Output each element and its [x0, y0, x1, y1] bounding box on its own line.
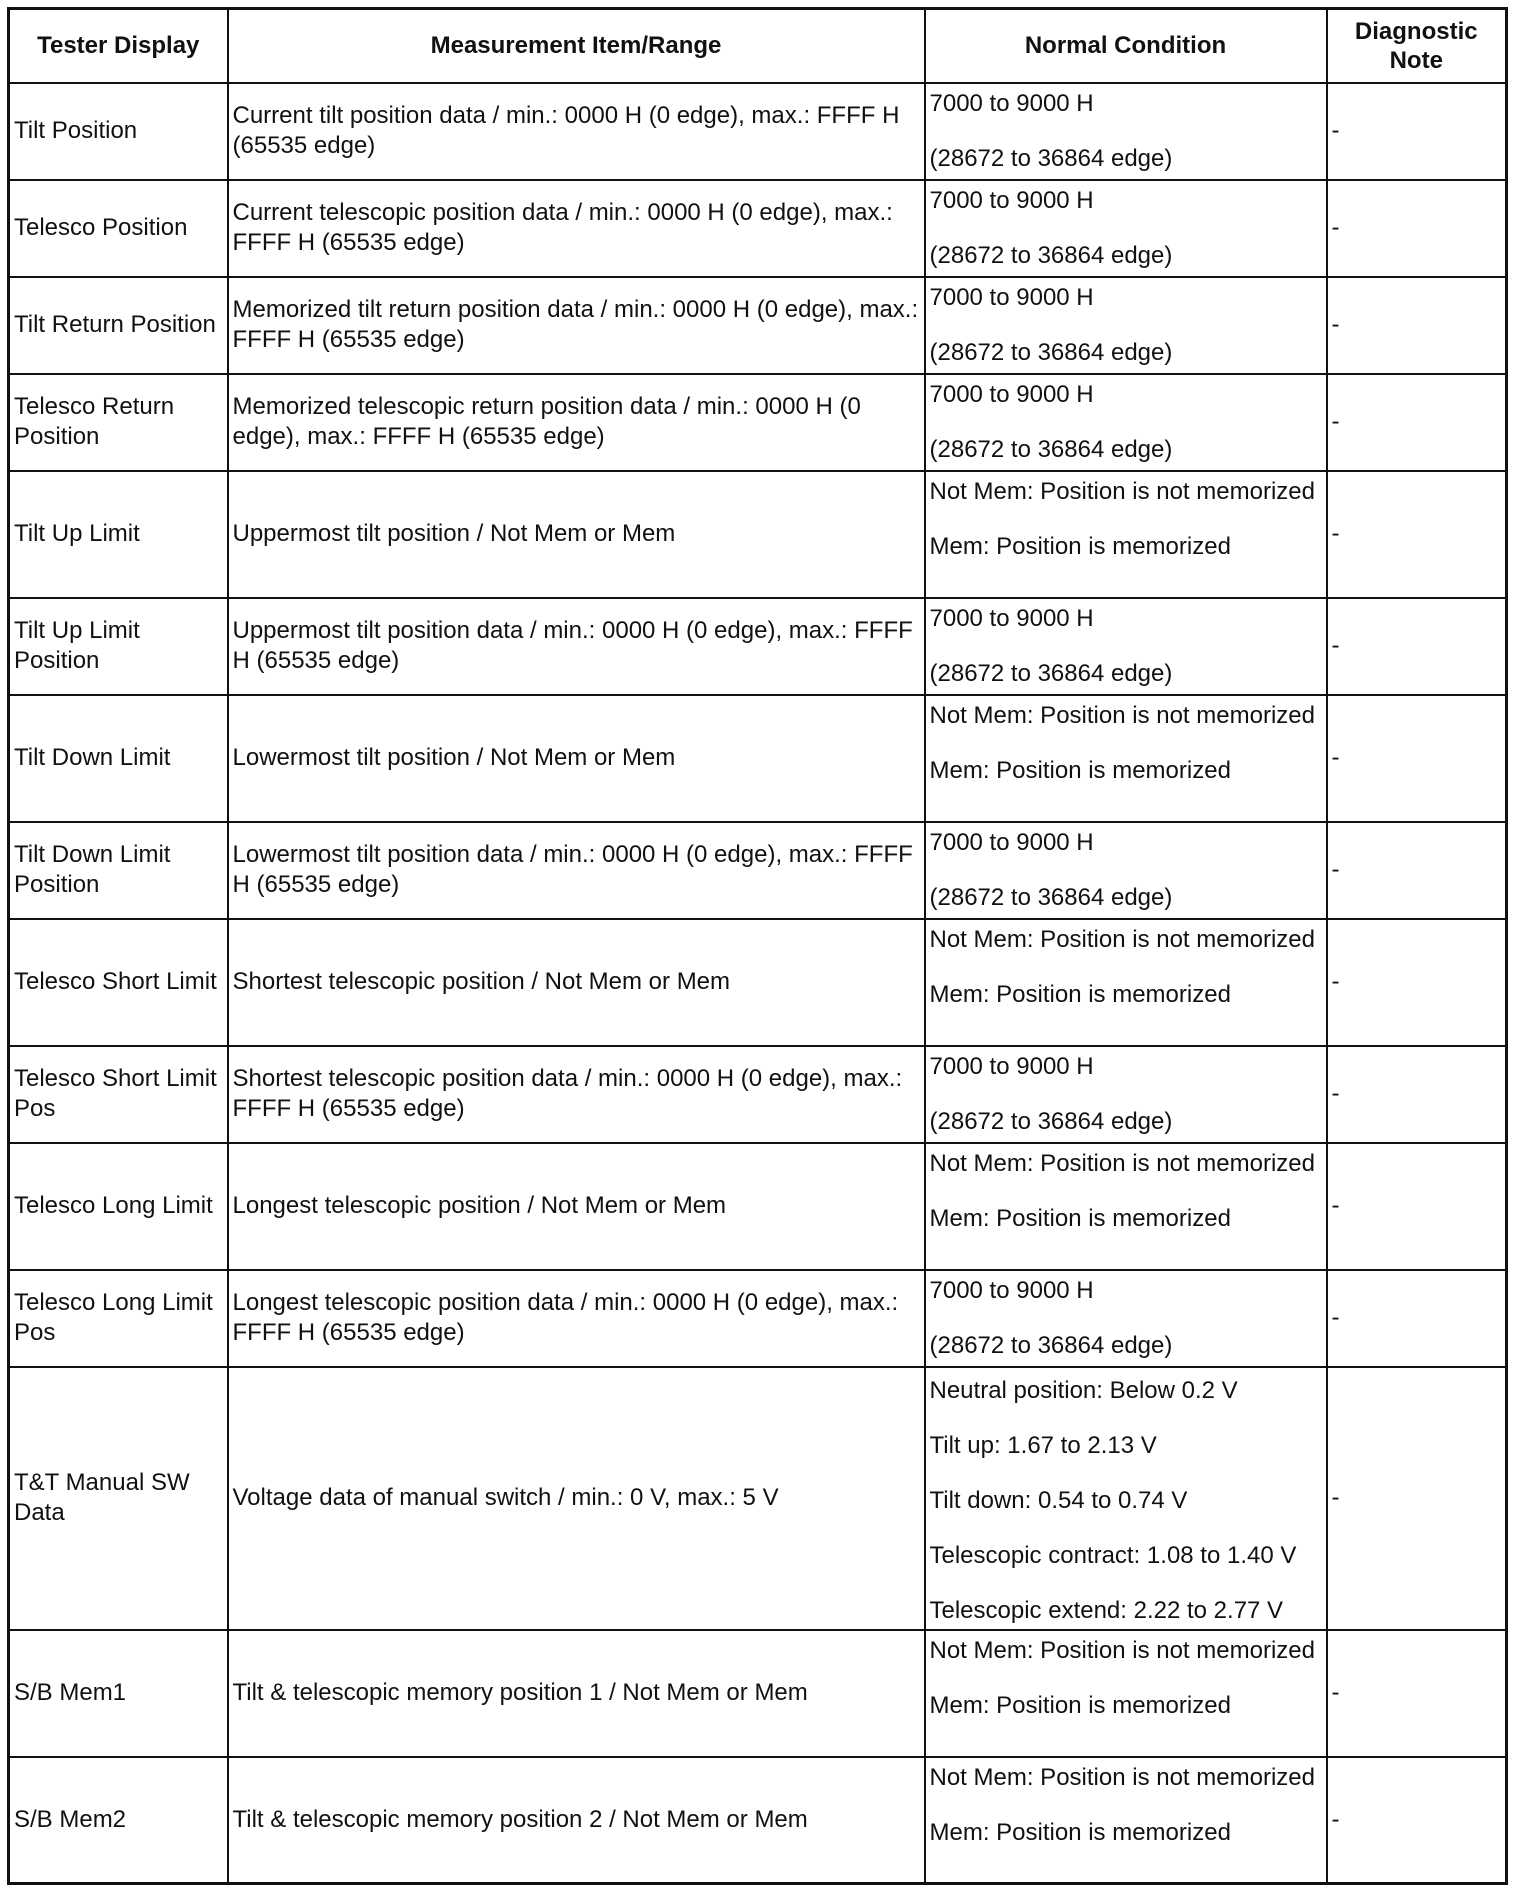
- normal-condition-line: (28672 to 36864 edge): [929, 1107, 1173, 1135]
- table-row: [9, 277, 1507, 374]
- measurement-cell: Uppermost tilt position data / min.: 0000 H (0 edge), max.: FFFF H (65535 edge): [228, 598, 925, 695]
- table-row: [9, 180, 1507, 277]
- table-row: [9, 1143, 1507, 1270]
- measurement-cell: Voltage data of manual switch / min.: 0 V, max.: 5 V: [228, 1367, 925, 1630]
- normal-condition-line: (28672 to 36864 edge): [929, 241, 1173, 269]
- normal-condition-cell: [925, 598, 1327, 695]
- normal-condition-line: (28672 to 36864 edge): [929, 659, 1173, 687]
- normal-condition-cell: [925, 277, 1327, 374]
- tester-display-cell: Telesco Return Position: [9, 374, 228, 471]
- measurement-cell: Shortest telescopic position / Not Mem or Mem: [228, 919, 925, 1046]
- normal-condition-line: Not Mem: Position is not memorized: [929, 701, 1315, 729]
- header-measurement: Measurement Item/Range: [228, 9, 925, 83]
- diagnostic-note-cell: -: [1327, 822, 1507, 919]
- normal-condition-line: Mem: Position is memorized: [929, 1204, 1231, 1232]
- normal-condition-line: (28672 to 36864 edge): [929, 883, 1173, 911]
- normal-condition-line: (28672 to 36864 edge): [929, 144, 1173, 172]
- normal-condition-cell: [925, 180, 1327, 277]
- measurement-cell: Lowermost tilt position data / min.: 0000 H (0 edge), max.: FFFF H (65535 edge): [228, 822, 925, 919]
- measurement-cell: Uppermost tilt position / Not Mem or Mem: [228, 471, 925, 598]
- normal-condition-line: Not Mem: Position is not memorized: [929, 1763, 1315, 1791]
- header-diagnostic-note: Diagnostic Note: [1327, 9, 1507, 83]
- normal-condition-line: Mem: Position is memorized: [929, 756, 1231, 784]
- tester-display-cell: S/B Mem1: [9, 1630, 228, 1757]
- tester-display-cell: Tilt Position: [9, 83, 228, 180]
- diagnostic-note-cell: -: [1327, 374, 1507, 471]
- normal-condition-line: Not Mem: Position is not memorized: [929, 477, 1315, 505]
- table-row: [9, 374, 1507, 471]
- normal-condition-line: Mem: Position is memorized: [929, 980, 1231, 1008]
- diagnostic-note-cell: -: [1327, 471, 1507, 598]
- header-tester-display: Tester Display: [9, 9, 228, 83]
- normal-condition-line: 7000 to 9000 H: [929, 1052, 1094, 1080]
- normal-condition-cell: [925, 695, 1327, 822]
- tester-display-cell: Telesco Short Limit Pos: [9, 1046, 228, 1143]
- table-row: [9, 822, 1507, 919]
- header-row: [9, 9, 1507, 83]
- diagnostic-note-cell: -: [1327, 598, 1507, 695]
- header-normal-condition: Normal Condition: [925, 9, 1327, 83]
- measurement-cell: Memorized tilt return position data / min.: 0000 H (0 edge), max.: FFFF H (65535 edge): [228, 277, 925, 374]
- normal-condition-line: Tilt down: 0.54 to 0.74 V: [929, 1486, 1188, 1514]
- normal-condition-line: 7000 to 9000 H: [929, 186, 1094, 214]
- diagnostic-note-cell: -: [1327, 919, 1507, 1046]
- normal-condition-line: 7000 to 9000 H: [929, 283, 1094, 311]
- diagnostic-note-cell: -: [1327, 1143, 1507, 1270]
- diagnostic-note-cell: -: [1327, 1046, 1507, 1143]
- normal-condition-cell: [925, 822, 1327, 919]
- normal-condition-line: 7000 to 9000 H: [929, 380, 1094, 408]
- table-row: [9, 1046, 1507, 1143]
- tester-display-cell: Tilt Up Limit: [9, 471, 228, 598]
- diagnostic-note-cell: -: [1327, 180, 1507, 277]
- table-row: [9, 1757, 1507, 1884]
- normal-condition-line: Telescopic contract: 1.08 to 1.40 V: [929, 1541, 1297, 1569]
- normal-condition-line: Not Mem: Position is not memorized: [929, 1636, 1315, 1664]
- normal-condition-line: (28672 to 36864 edge): [929, 435, 1173, 463]
- tester-display-cell: Tilt Return Position: [9, 277, 228, 374]
- measurement-cell: Current telescopic position data / min.: 0000 H (0 edge), max.: FFFF H (65535 edge): [228, 180, 925, 277]
- diagnostic-note-cell: -: [1327, 1270, 1507, 1367]
- tester-display-cell: Tilt Down Limit Position: [9, 822, 228, 919]
- tester-display-cell: T&T Manual SW Data: [9, 1367, 228, 1630]
- normal-condition-line: 7000 to 9000 H: [929, 89, 1094, 117]
- normal-condition-cell: [925, 1367, 1327, 1630]
- measurement-cell: Tilt & telescopic memory position 2 / Not Mem or Mem: [228, 1757, 925, 1884]
- normal-condition-line: 7000 to 9000 H: [929, 828, 1094, 856]
- measurement-cell: Current tilt position data / min.: 0000 H (0 edge), max.: FFFF H (65535 edge): [228, 83, 925, 180]
- table-row: [9, 1270, 1507, 1367]
- measurement-cell: Longest telescopic position data / min.: 0000 H (0 edge), max.: FFFF H (65535 edge): [228, 1270, 925, 1367]
- tester-display-cell: S/B Mem2: [9, 1757, 228, 1884]
- measurement-cell: Longest telescopic position / Not Mem or Mem: [228, 1143, 925, 1270]
- normal-condition-line: Not Mem: Position is not memorized: [929, 1149, 1315, 1177]
- table-row: [9, 919, 1507, 1046]
- normal-condition-cell: [925, 1143, 1327, 1270]
- diagnostic-data-table: [7, 7, 1508, 1885]
- tester-display-cell: Telesco Long Limit: [9, 1143, 228, 1270]
- table-row: [9, 1367, 1507, 1630]
- tester-display-cell: Telesco Short Limit: [9, 919, 228, 1046]
- normal-condition-cell: [925, 1630, 1327, 1757]
- normal-condition-line: Tilt up: 1.67 to 2.13 V: [929, 1431, 1157, 1459]
- tester-display-cell: Telesco Long Limit Pos: [9, 1270, 228, 1367]
- tester-display-cell: Tilt Up Limit Position: [9, 598, 228, 695]
- normal-condition-line: 7000 to 9000 H: [929, 604, 1094, 632]
- tester-display-cell: Telesco Position: [9, 180, 228, 277]
- measurement-cell: Shortest telescopic position data / min.: 0000 H (0 edge), max.: FFFF H (65535 edge): [228, 1046, 925, 1143]
- table-row: [9, 471, 1507, 598]
- measurement-cell: Lowermost tilt position / Not Mem or Mem: [228, 695, 925, 822]
- measurement-cell: Tilt & telescopic memory position 1 / Not Mem or Mem: [228, 1630, 925, 1757]
- diagnostic-note-cell: -: [1327, 1367, 1507, 1630]
- normal-condition-cell: [925, 919, 1327, 1046]
- diagnostic-note-cell: -: [1327, 83, 1507, 180]
- normal-condition-line: Mem: Position is memorized: [929, 1818, 1231, 1846]
- normal-condition-line: Mem: Position is memorized: [929, 1691, 1231, 1719]
- normal-condition-line: Telescopic extend: 2.22 to 2.77 V: [929, 1596, 1284, 1624]
- normal-condition-line: Mem: Position is memorized: [929, 532, 1231, 560]
- normal-condition-line: (28672 to 36864 edge): [929, 1331, 1173, 1359]
- normal-condition-cell: [925, 83, 1327, 180]
- table-row: [9, 598, 1507, 695]
- normal-condition-cell: [925, 374, 1327, 471]
- normal-condition-line: Not Mem: Position is not memorized: [929, 925, 1315, 953]
- table-row: [9, 1630, 1507, 1757]
- normal-condition-cell: [925, 1046, 1327, 1143]
- table-row: [9, 83, 1507, 180]
- normal-condition-line: 7000 to 9000 H: [929, 1276, 1094, 1304]
- normal-condition-line: Neutral position: Below 0.2 V: [929, 1376, 1238, 1404]
- normal-condition-line: (28672 to 36864 edge): [929, 338, 1173, 366]
- diagnostic-note-cell: -: [1327, 1757, 1507, 1884]
- normal-condition-cell: [925, 1270, 1327, 1367]
- diagnostic-note-cell: -: [1327, 1630, 1507, 1757]
- normal-condition-cell: [925, 1757, 1327, 1884]
- normal-condition-cell: [925, 471, 1327, 598]
- diagnostic-note-cell: -: [1327, 277, 1507, 374]
- table-row: [9, 695, 1507, 822]
- tester-display-cell: Tilt Down Limit: [9, 695, 228, 822]
- measurement-cell: Memorized telescopic return position data / min.: 0000 H (0 edge), max.: FFFF H (65535 edge): [228, 374, 925, 471]
- diagnostic-note-cell: -: [1327, 695, 1507, 822]
